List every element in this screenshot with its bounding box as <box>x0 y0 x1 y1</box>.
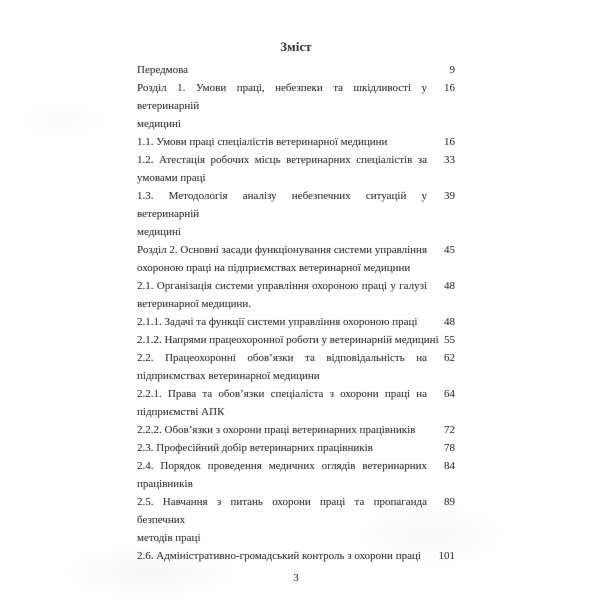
toc-entry-line: 2.1. Організація системи управління охороною праці у галузі <box>137 280 427 292</box>
toc-entry-page-number: 101 <box>438 550 455 562</box>
toc-entry-line: 1.2. Атестація робочих місць ветеринарних спеціалістів за <box>137 154 427 166</box>
toc-entry-title <box>137 457 427 493</box>
toc-entry-line: Розділ 2. Основні засади функціонування системи управління <box>137 244 427 256</box>
toc-entry-title <box>137 385 427 421</box>
toc-entry-line: 1.1. Умови праці спеціалістів ветеринарної медицини <box>137 136 388 148</box>
toc-entry <box>137 349 455 385</box>
page-number: 3 <box>293 572 299 584</box>
toc-entry <box>137 457 455 493</box>
toc-entry <box>137 331 455 349</box>
toc-entry-line: підприємствах ветеринарної медицини <box>137 370 320 382</box>
toc-entry-page-number: 45 <box>444 244 455 256</box>
toc-entry-page-number: 78 <box>444 442 455 454</box>
toc-content <box>137 38 455 565</box>
toc-entry <box>137 133 455 151</box>
toc-entry-line: 2.4. Порядок проведення медичних оглядів ветеринарних <box>137 460 427 472</box>
toc-entry-page-number: 39 <box>444 190 455 202</box>
toc-entry-page-number: 62 <box>444 352 455 364</box>
toc-entry-line: ветеринарної медицини. <box>137 298 252 310</box>
toc-entry-title <box>137 421 427 439</box>
toc-entry-title <box>137 493 427 547</box>
toc-entry-line: 2.6. Адміністративно-громадський контроль з охорони праці <box>137 550 421 562</box>
toc-entry-title <box>137 241 427 277</box>
toc-entry <box>137 313 455 331</box>
toc-entry-page-number: 84 <box>444 460 455 472</box>
toc-entry-title <box>137 133 427 151</box>
toc-entry-title <box>137 79 427 133</box>
toc-entry-line: 2.3. Професійний добір ветеринарних працівників <box>137 442 373 454</box>
toc-entry-title <box>137 187 427 241</box>
toc-entry-title <box>137 151 427 187</box>
toc-entry-title <box>137 277 427 313</box>
toc-entry <box>137 421 455 439</box>
toc-entry-title <box>137 439 427 457</box>
toc-entry-line: Передмова <box>137 64 189 76</box>
toc-entry <box>137 385 455 421</box>
toc-entry-line: 2.2.2. Обов’язки з охорони праці ветеринарних працівників <box>137 424 416 436</box>
toc-entry-line: 1.3. Методологія аналізу небезпечних ситуацій у ветеринарній <box>137 190 427 220</box>
toc-entry-line: 2.5. Навчання з питань охорони праці та пропаганда безпечних <box>137 496 427 526</box>
toc-entry-page-number: 16 <box>444 82 455 94</box>
toc-entry <box>137 79 455 133</box>
toc-entry-line: 2.1.1. Задачі та функції системи управління охороною праці <box>137 316 418 328</box>
toc-entry-line: медицині <box>137 118 181 130</box>
toc-entry <box>137 151 455 187</box>
toc-entry <box>137 277 455 313</box>
toc-entry-line: 2.2.1. Права та обов’язки спеціаліста з охорони праці на <box>137 388 427 400</box>
toc-entry-page-number: 55 <box>444 334 455 346</box>
toc-entry-page-number: 9 <box>449 64 455 76</box>
toc-entry-line: 2.1.2. Напрями працеохоронної роботи у ветеринарній медицині <box>137 334 439 346</box>
toc-entry <box>137 493 455 547</box>
toc-entry-page-number: 48 <box>444 316 455 328</box>
toc-entry-title <box>137 349 427 385</box>
toc-entry <box>137 439 455 457</box>
toc-entry-line: 2.2. Працеохоронні обов’язки та відповідальність на <box>137 352 427 364</box>
toc-entry <box>137 241 455 277</box>
toc-list <box>137 61 455 565</box>
toc-entry-title <box>137 61 427 79</box>
toc-entry-page-number: 48 <box>444 280 455 292</box>
toc-entry-page-number: 64 <box>444 388 455 400</box>
toc-entry-line: умовами праці <box>137 172 206 184</box>
page-title: Зміст <box>280 40 312 54</box>
toc-entry-title <box>137 331 439 349</box>
toc-entry-title <box>137 547 427 565</box>
toc-entry-line: методів праці <box>137 532 201 544</box>
toc-entry-page-number: 16 <box>444 136 455 148</box>
toc-entry-line: охороною праці на підприємствах ветеринарної медицини <box>137 262 411 274</box>
toc-entry <box>137 61 455 79</box>
toc-entry-page-number: 72 <box>444 424 455 436</box>
toc-entry-page-number: 89 <box>444 496 455 508</box>
toc-entry-line: працівників <box>137 478 193 490</box>
toc-entry <box>137 547 455 565</box>
toc-entry-line: медицині <box>137 226 181 238</box>
toc-entry-page-number: 33 <box>444 154 455 166</box>
toc-entry <box>137 187 455 241</box>
toc-entry-line: Розділ 1. Умови праці, небезпеки та шкідливості у ветеринарній <box>137 82 427 112</box>
toc-entry-line: підприємстві АПК <box>137 406 225 418</box>
toc-entry-title <box>137 313 427 331</box>
